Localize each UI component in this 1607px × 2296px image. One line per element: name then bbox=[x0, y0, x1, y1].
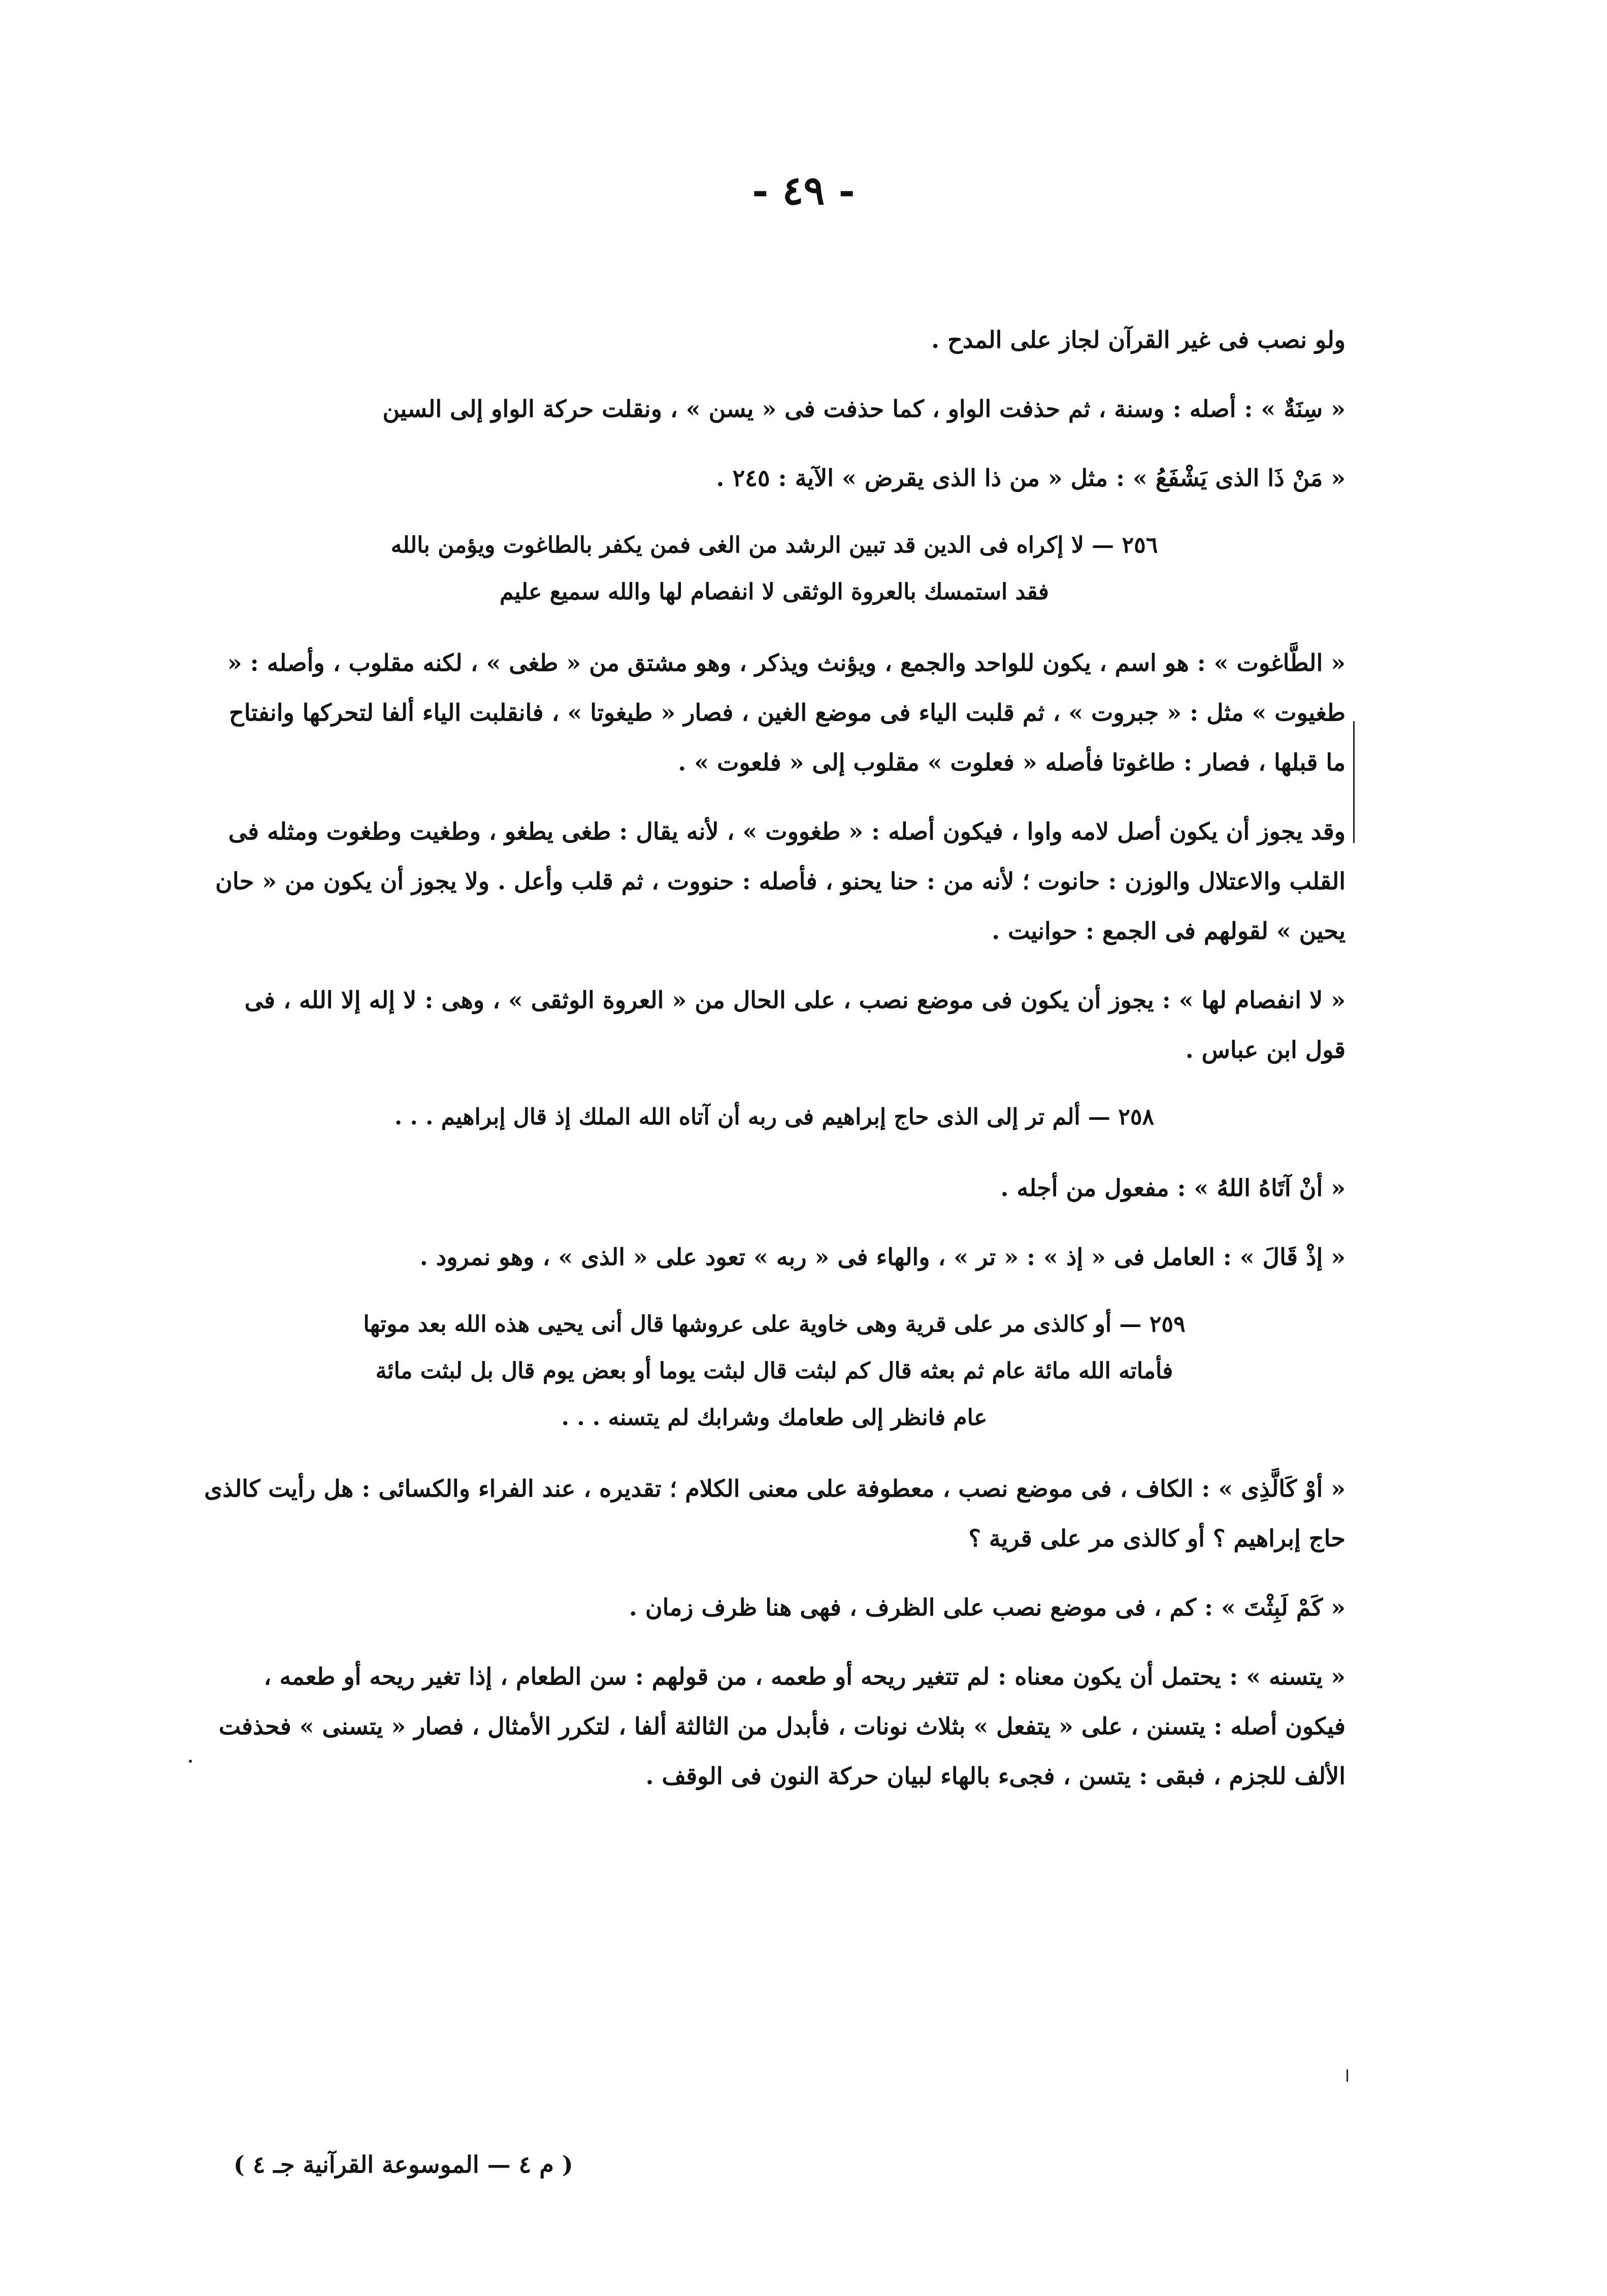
verse-line: ٢٥٩ — أو كالذى مر على قرية وهى خاوية على عروشها قال أنى يحيى هذه الله بعد موتها bbox=[363, 1311, 1186, 1337]
quran-verse-258 bbox=[203, 1094, 1346, 1141]
paragraph: « مَنْ ذَا الذى يَشْفَعُ » : مثل « من ذا الذى يقرض » الآية : ٢٤٥ . bbox=[716, 464, 1346, 492]
scan-artifact-margin-line bbox=[1353, 721, 1355, 843]
quran-verse-256 bbox=[203, 522, 1346, 616]
paragraph: « الطَّاغوت » : هو اسم ، يكون للواحد والجمع ، ويؤنث ويذكر ، وهو مشتق من « طغى » ، لكنه مقلوب ، وأصله : « طغيوت » مثل : « جبروت » ، ثم قلبت الياء فى موضع الغين ، فصار « طيغوتا » ، فانقلبت الياء ألفا لتحركها وانفتاح ما قبلها ، فصار : طاغوتا فأصله « فعلوت » مقلوب إلى « فلعوت » . bbox=[227, 649, 1346, 776]
scan-artifact-tick bbox=[1347, 2069, 1348, 2082]
quran-verse-259 bbox=[203, 1301, 1346, 1441]
paragraph: « لا انفصام لها » : يجوز أن يكون فى موضع نصب ، على الحال من « العروة الوثقى » ، وهى : لا إله إلا الله ، فى قول ابن عباس . bbox=[244, 986, 1346, 1063]
verse-line: فقد استمسك بالعروة الوثقى لا انفصام لها والله سميع عليم bbox=[500, 579, 1049, 605]
scan-artifact-dot bbox=[189, 1760, 192, 1763]
page-number: - ٤٩ - bbox=[752, 168, 855, 214]
paragraph: « إذْ قَالَ » : العامل فى « إذ » : « تر » ، والهاء فى « ربه » تعود على « الذى » ، وهو نمرود . bbox=[419, 1243, 1346, 1271]
document-body bbox=[203, 315, 1346, 1820]
verse-line: عام فانظر إلى طعامك وشرابك لم يتسنه . . . bbox=[561, 1405, 988, 1431]
verse-line: ٢٥٦ — لا إكراه فى الدين قد تبين الرشد من الغى فمن يكفر بالطاغوت ويؤمن بالله bbox=[390, 532, 1158, 558]
paragraph: وقد يجوز أن يكون أصل لامه واوا ، فيكون أصله : « طغووت » ، لأنه يقال : طغى يطغو ، وطغيت وطغوت ومثله فى القلب والاعتلال والوزن : حانوت ؛ لأنه من : حنا يحنو ، فأصله : حنووت ، ثم قلب وأعل . ولا يجوز أن يكون من « حان يحين » لقولهم فى الجمع : حوانيت . bbox=[215, 818, 1346, 945]
paragraph: « كَمْ لَبِثْتَ » : كم ، فى موضع نصب على الظرف ، فهى هنا ظرف زمان . bbox=[629, 1594, 1346, 1621]
paragraph: « يتسنه » : يحتمل أن يكون معناه : لم تتغير ريحه أو طعمه ، من قولهم : سن الطعام ، إذا تغير ريحه أو طعمه ، فيكون أصله : يتسنن ، على « يتفعل » بثلاث نونات ، فأبدل من الثالثة ألفا ، لتكرر الأمثال ، فصار « يتسنى » فحذفت الألف للجزم ، فبقى : يتسن ، فجىء بالهاء لبيان حركة النون فى الوقف . bbox=[218, 1663, 1346, 1790]
paragraph: « أوْ كَالَّذِى » : الكاف ، فى موضع نصب ، معطوفة على معنى الكلام ؛ تقديره ، عند الفراء والكسائى : هل رأيت كالذى حاج إبراهيم ؟ أو كالذى مر على قرية ؟ bbox=[204, 1475, 1346, 1552]
verse-line: ٢٥٨ — ألم تر إلى الذى حاج إبراهيم فى ربه أن آتاه الله الملك إذ قال إبراهيم . . . bbox=[394, 1104, 1155, 1130]
page-footer: ( م ٤ — الموسوعة القرآنية جـ ٤ ) bbox=[234, 2151, 573, 2178]
paragraph: « أنْ آتَاهُ اللهُ » : مفعول من أجله . bbox=[1000, 1174, 1346, 1202]
paragraph: « سِنَةٌ » : أصله : وسنة ، ثم حذفت الواو ، كما حذفت فى « يسن » ، ونقلت حركة الواو إلى السين bbox=[382, 395, 1346, 423]
verse-line: فأماته الله مائة عام ثم بعثه قال كم لبثت قال لبثت يوما أو بعض يوم قال بل لبثت مائة bbox=[375, 1358, 1173, 1384]
paragraph: ولو نصب فى غير القرآن لجاز على المدح . bbox=[931, 326, 1346, 353]
